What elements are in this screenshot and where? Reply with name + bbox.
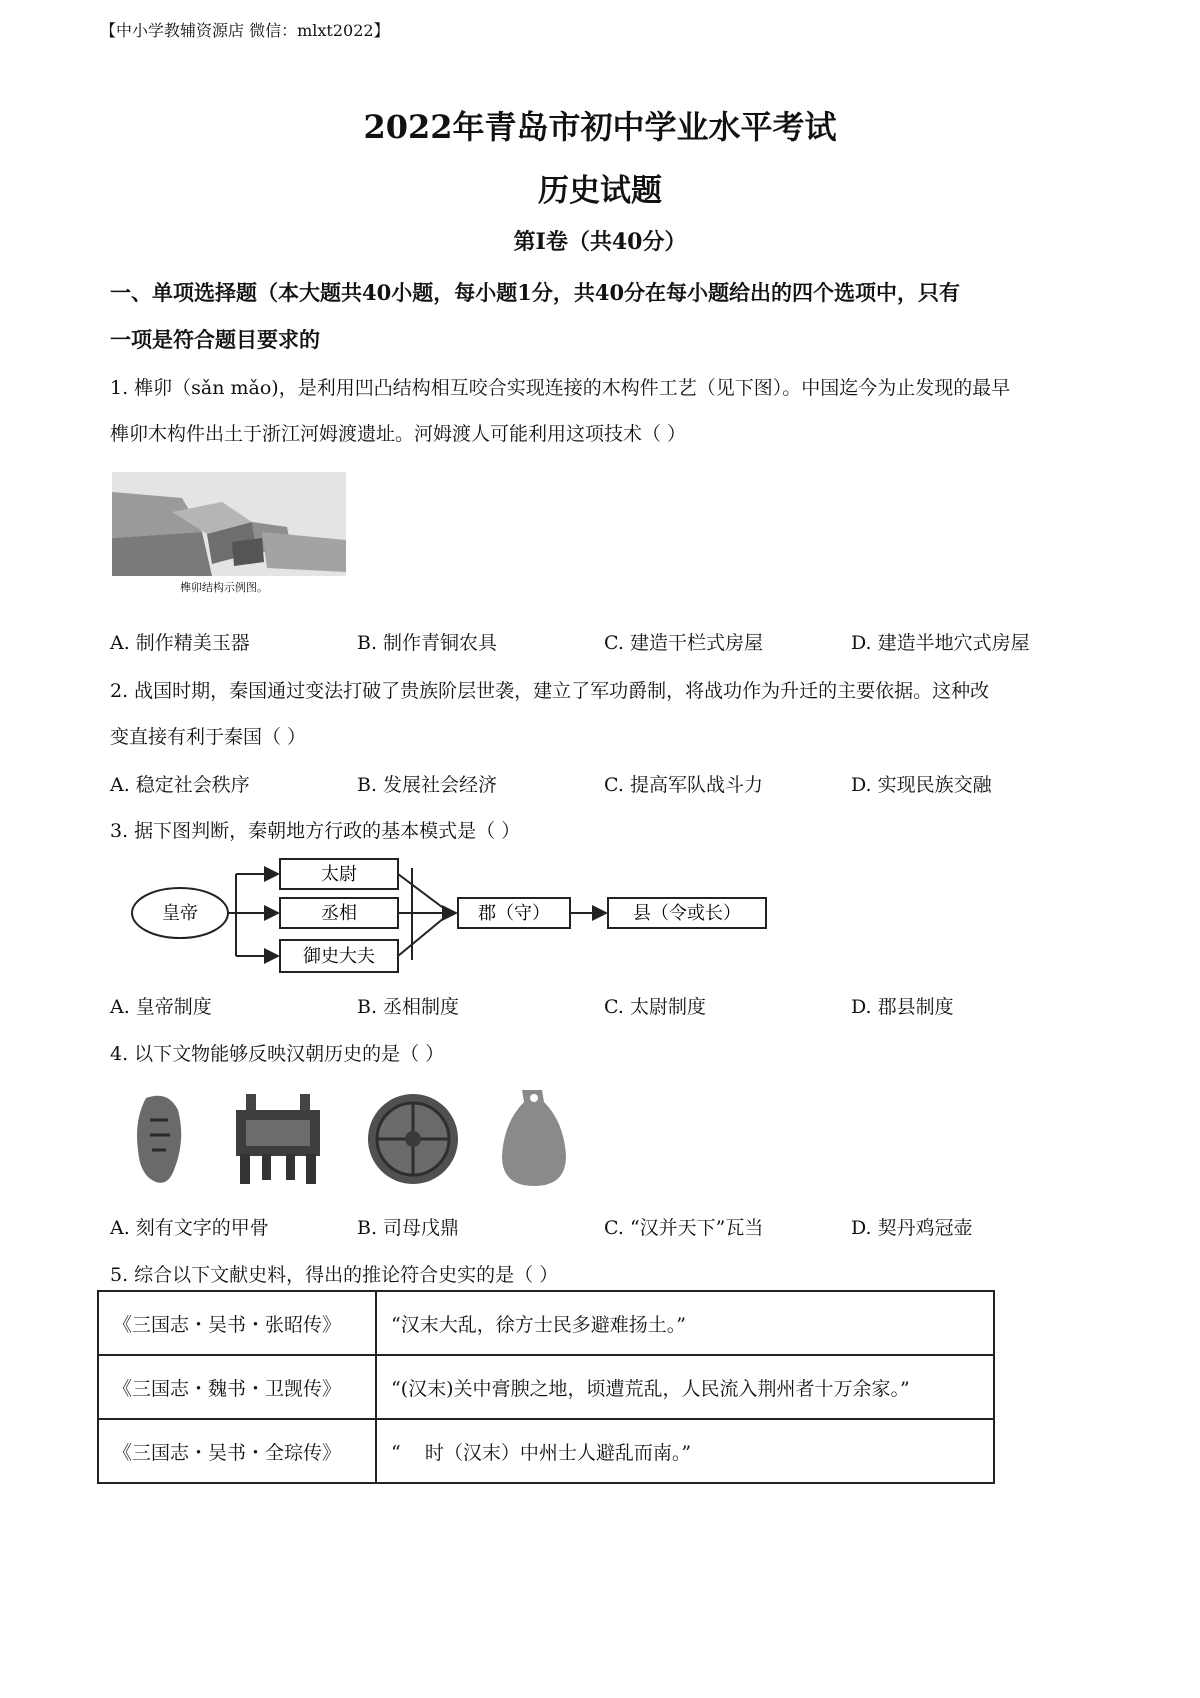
watermark-header: 【中小学教辅资源店 微信：mlxt2022】 [100,21,390,40]
oracle-bone-image [128,1090,188,1190]
figure-caption: 榫卯结构示例图。 [180,581,268,594]
q3-option-d[interactable]: D. 郡县制度 [851,996,954,1018]
q1-option-a[interactable]: A. 制作精美玉器 [110,632,250,654]
q3-option-b[interactable]: B. 丞相制度 [357,996,460,1018]
q3-option-a[interactable]: A. 皇帝制度 [110,996,212,1018]
county-label: 县（令或长） [633,903,741,924]
q5-stem: 5. 综合以下文献史料，得出的推论符合史实的是（ ） [110,1264,559,1286]
qin-admin-diagram [130,856,790,976]
q3-stem: 3. 据下图判断，秦朝地方行政的基本模式是（ ） [110,820,521,842]
q3-option-c[interactable]: C. 太尉制度 [604,996,706,1018]
volume-title: 第Ⅰ卷（共40分） [513,229,687,255]
khitan-pot-image [498,1086,570,1190]
svg-text:太尉: 太尉 [321,864,357,885]
q1-stem-line2: 榫卯木构件出土于浙江河姆渡遗址。河姆渡人可能利用这项技术（ ） [110,423,687,445]
q2-stem-line2: 变直接有利于秦国（ ） [110,726,307,748]
q2-option-c[interactable]: C. 提高军队战斗力 [604,774,763,796]
exam-title: 2022年青岛市初中学业水平考试 [363,108,837,146]
table-row [98,1355,994,1419]
q2-stem-line1: 2. 战国时期，秦国通过变法打破了贵族阶层世袭，建立了军功爵制，将战功作为升迁的主要依据。这种改 [110,680,990,702]
source-quote: “(汉末)关中膏腴之地，顷遭荒乱，人民流入荆州者十万余家。” [376,1355,994,1419]
commandery-label: 郡（守） [478,903,550,924]
section-heading-line2: 一项是符合题目要求的 [110,327,320,352]
q2-option-a[interactable]: A. 稳定社会秩序 [110,774,250,796]
simuwu-ding-image [232,1094,324,1184]
mortise-tenon-figure [112,472,346,576]
source-quote: “ 时（汉末）中州士人避乱而南。” [376,1419,994,1483]
q4-option-a[interactable]: A. 刻有文字的甲骨 [110,1217,269,1239]
q2-option-d[interactable]: D. 实现民族交融 [851,774,992,796]
q1-option-b[interactable]: B. 制作青铜农具 [357,632,498,654]
section-heading-line1: 一、单项选择题（本大题共40小题，每小题1分，共40分在每小题给出的四个选项中，只有 [110,280,961,305]
table-row [98,1291,994,1355]
q1-option-c[interactable]: C. 建造干栏式房屋 [604,632,763,654]
source-table [97,1290,995,1484]
emperor-label: 皇帝 [162,903,198,924]
source-quote: “汉末大乱，徐方士民多避难扬土。” [376,1291,994,1355]
q1-option-d[interactable]: D. 建造半地穴式房屋 [851,632,1030,654]
q2-option-b[interactable]: B. 发展社会经济 [357,774,498,796]
source-title: 《三国志・吴书・张昭传》 [98,1291,376,1355]
q4-option-c[interactable]: C. “汉并天下”瓦当 [604,1217,764,1239]
q4-stem: 4. 以下文物能够反映汉朝历史的是（ ） [110,1043,445,1065]
source-title: 《三国志・吴书・全琮传》 [98,1419,376,1483]
q4-option-b[interactable]: B. 司母戊鼎 [357,1217,460,1239]
subject-title: 历史试题 [538,173,662,209]
wadang-tile-image [366,1092,460,1186]
svg-text:御史大夫: 御史大夫 [303,946,375,967]
svg-text:丞相: 丞相 [321,903,357,924]
q1-stem-line1: 1. 榫卯（sǎn mǎo)，是利用凹凸结构相互咬合实现连接的木构件工艺（见下图）。中国迄今为止发现的最早 [110,377,1011,399]
table-row [98,1419,994,1483]
source-title: 《三国志・魏书・卫觊传》 [98,1355,376,1419]
q4-option-d[interactable]: D. 契丹鸡冠壶 [851,1217,973,1239]
